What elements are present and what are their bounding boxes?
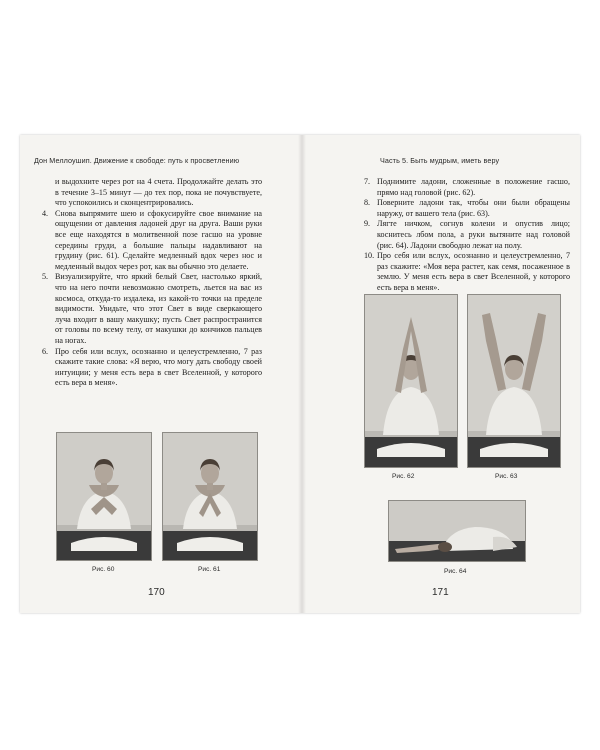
figure-62-photo: [364, 294, 458, 468]
step-number: 9.: [364, 219, 371, 229]
figure-64-photo: [388, 500, 526, 562]
right-page-number: 171: [432, 587, 449, 598]
figure-60-caption: Рис. 60: [92, 566, 115, 573]
step-number: 5.: [42, 272, 49, 282]
left-steps-list: [42, 177, 262, 389]
left-running-head: Дон Меллоушип. Движение к свободе: путь к просветлению: [34, 156, 240, 165]
step-9: [364, 219, 570, 251]
step-6: [42, 347, 262, 389]
step-7: [364, 177, 570, 198]
figure-60-photo: [56, 432, 152, 561]
figure-62-caption: Рис. 62: [392, 473, 415, 480]
step-text: Поднимите ладони, сложенные в положение гасшо, прямо над головой (рис. 62).: [377, 177, 570, 197]
step-number: 4.: [42, 208, 49, 218]
step-number: 8.: [364, 198, 371, 208]
step-text: и выдохните через рот на 4 счета. Продолжайте делать это в течение 3–15 минут — до тех пор, пока не почувствуете, что успокоились и сконцентрировались.: [55, 177, 262, 208]
step-text: Поверните ладони так, чтобы они были обращены наружу, от вашего тела (рис. 63).: [377, 198, 570, 218]
left-page-number: 170: [148, 587, 165, 598]
step-5: [42, 272, 262, 346]
step-10: [364, 251, 570, 293]
right-page: [302, 135, 580, 613]
book-spread: [20, 135, 580, 613]
step-number: 7.: [364, 177, 371, 186]
step-continuation: [42, 177, 262, 209]
figure-63-caption: Рис. 63: [495, 473, 518, 480]
right-steps-list: [364, 177, 570, 294]
step-text: Снова выпрямите шею и сфокусируйте свое внимание на ощущении от давления ладоней друг на друга. Ваши руки все еще находятся в молитвенной позе гасшо на уровне середины груди, а большие пальцы надавливают на грудину (рис. 61). Сделайте медленный вдох через нос и медленный выдох через рот, как вы обычно это делаете.: [55, 208, 262, 271]
step-8: [364, 198, 570, 219]
step-number: 6.: [42, 346, 49, 356]
step-text: Визуализируйте, что яркий белый Свет, настолько яркий, что на него почти невозможно смотреть, льется на вас из космоса, откуда-то издалека, из какой-то точки на пределе видимости. Увидьте, что этот Свет в виде сверкающего луча входит в вашу макушку; пусть Свет распространится от головы по всему телу, от макушки до кончиков пальцев на ногах.: [55, 272, 262, 345]
right-running-head: Часть 5. Быть мудрым, иметь веру: [380, 156, 500, 165]
step-4: [42, 209, 262, 273]
step-text: Про себя или вслух, осознанно и целеустремленно, 7 раз скажите: «Моя вера растет, как семя, посаженное в землю. У меня есть вера в свет Вселенной, у которого есть вера в меня».: [377, 251, 570, 292]
step-text: Про себя или вслух, осознанно и целеустремленно, 7 раз скажите такие слова: «Я верю, что могу дать свободу своей интуиции; у меня есть вера в свет Вселенной, у которого есть вера в меня».: [55, 346, 262, 388]
step-number: 10.: [364, 251, 375, 261]
figure-64-caption: Рис. 64: [444, 568, 467, 575]
figure-61-photo: [162, 432, 258, 561]
figure-63-photo: [467, 294, 561, 468]
figure-61-caption: Рис. 61: [198, 566, 221, 573]
step-text: Лягте ничком, согнув колени и опустив лицо; коснитесь лбом пола, а руки вытяните над головой (рис. 64). Ладони свободно лежат на полу.: [377, 219, 570, 250]
left-page: [20, 135, 300, 613]
